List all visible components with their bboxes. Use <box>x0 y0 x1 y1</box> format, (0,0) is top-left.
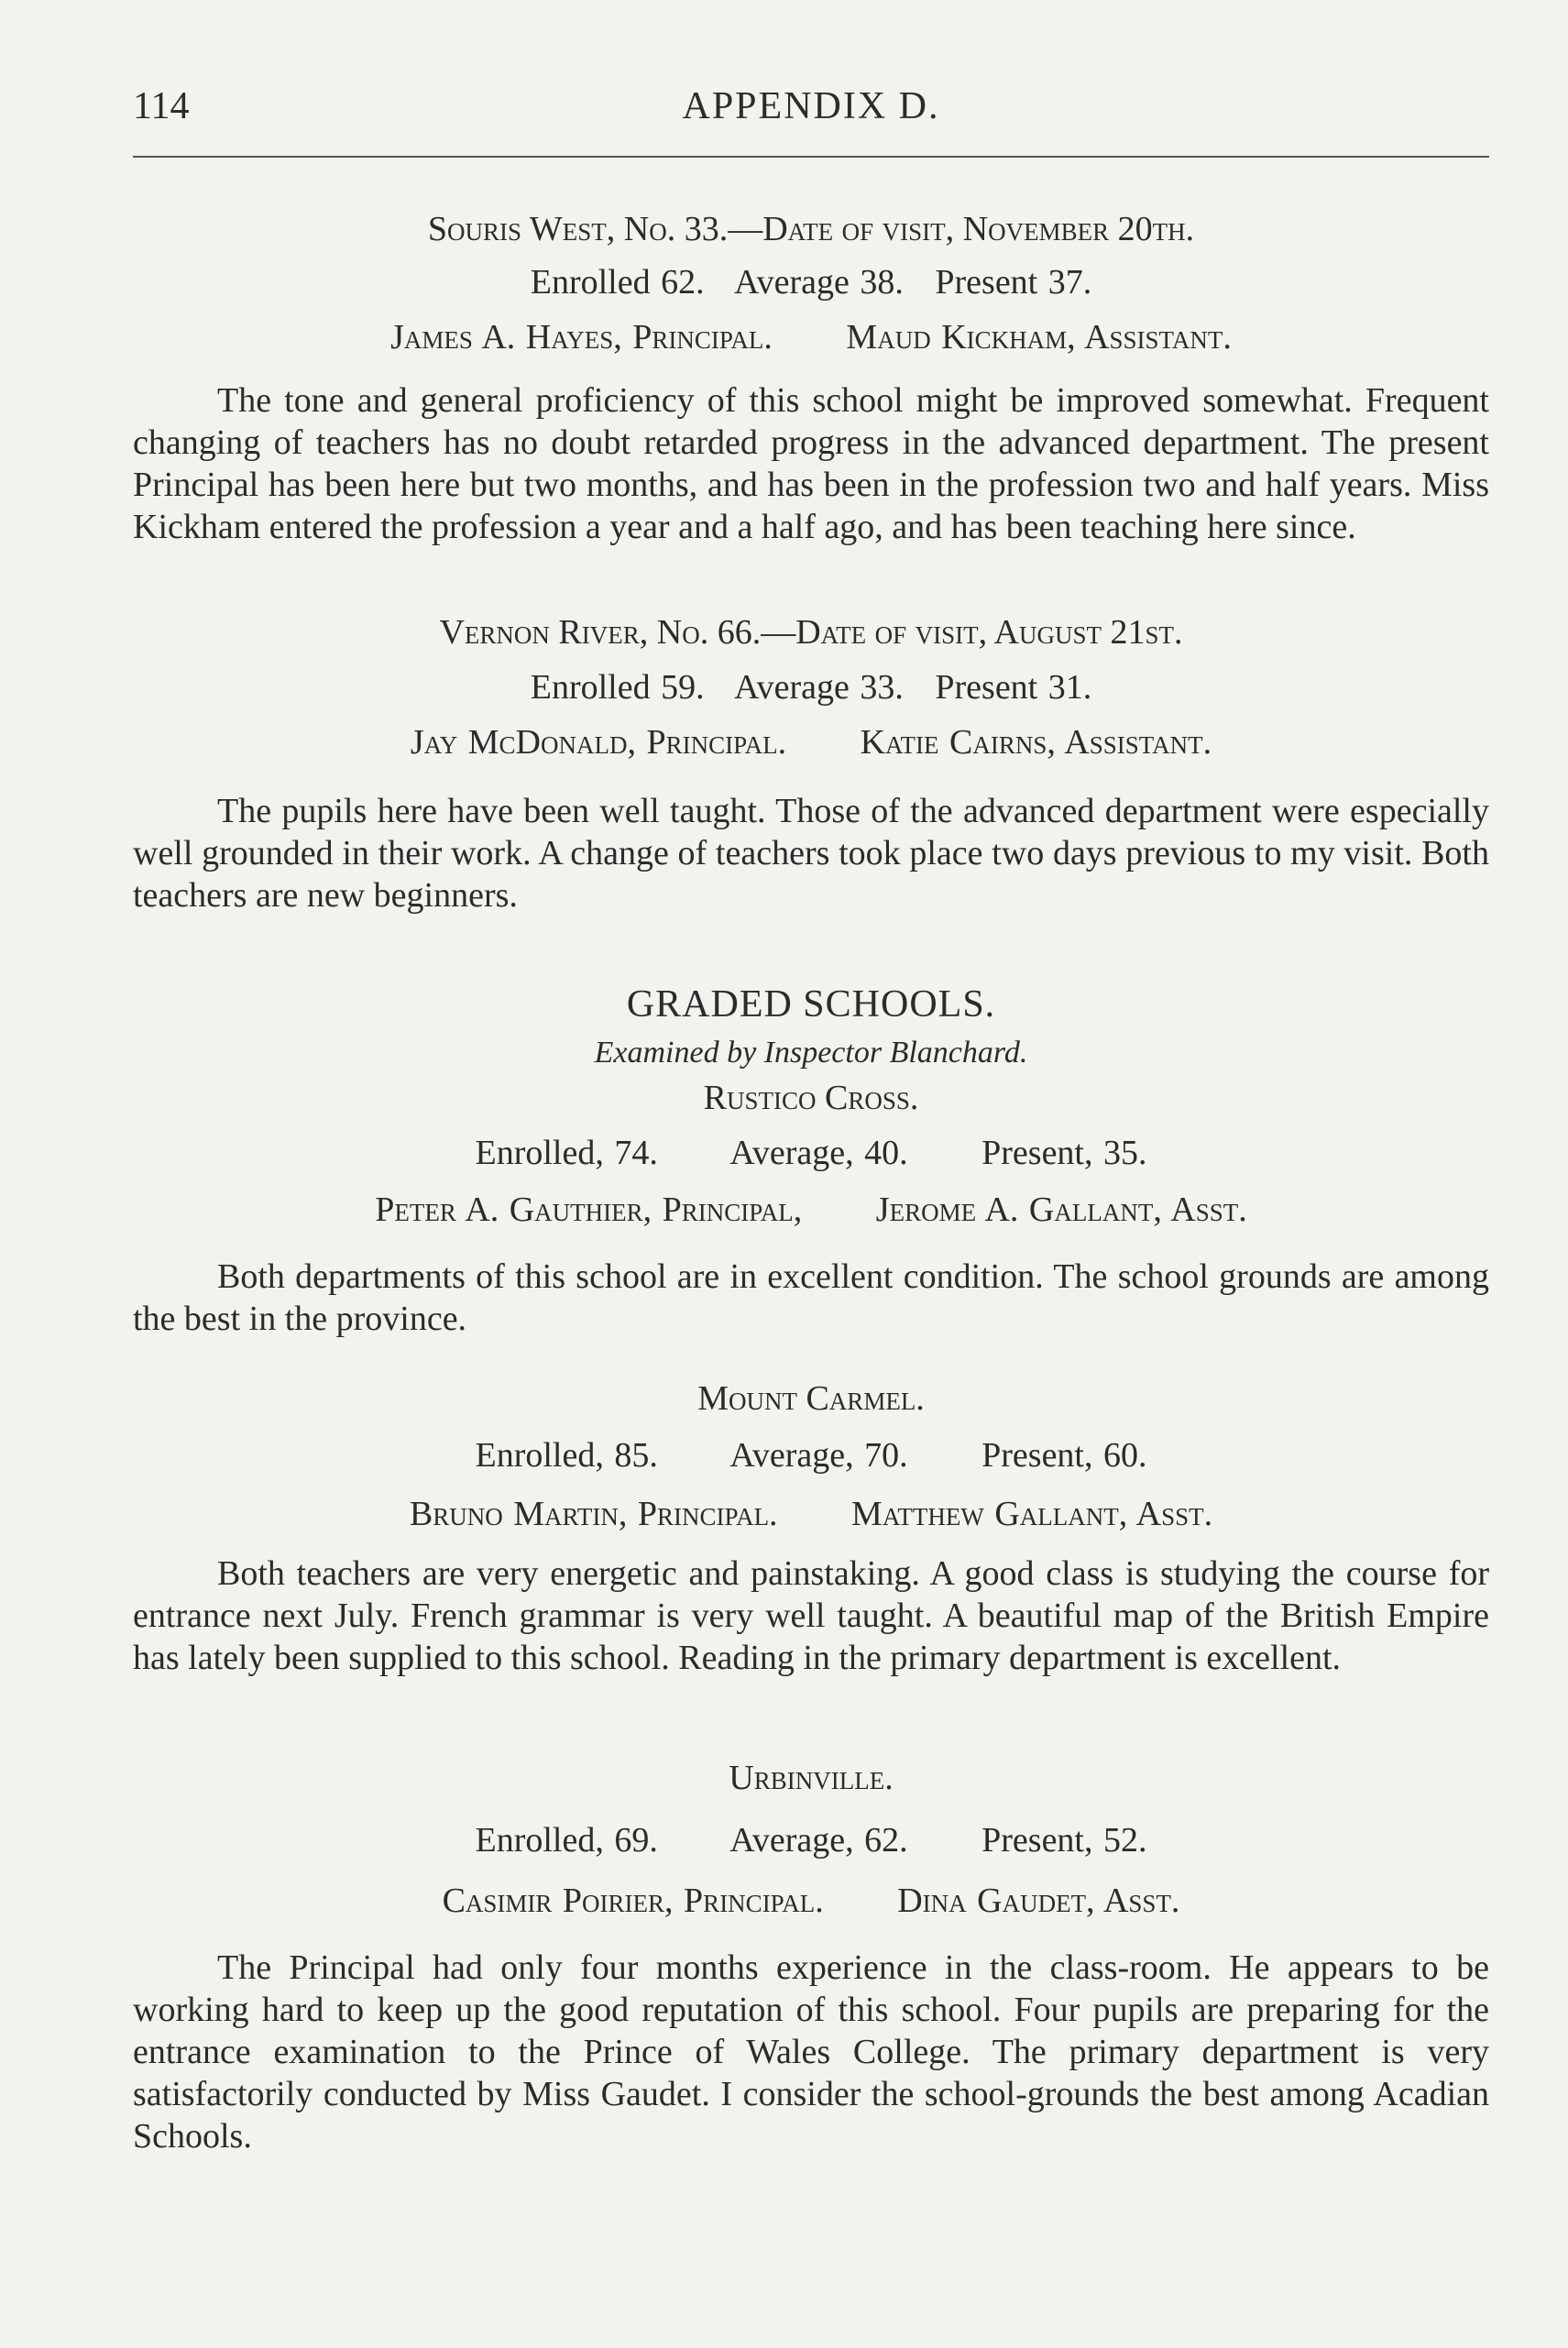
teachers-rustico-cross: Peter A. Gauthier, Principal, Jerome A. Gallant, Asst. <box>375 1190 1247 1229</box>
school-heading-souris-west: Souris West, No. 33.—Date of visit, November 20th. <box>427 210 1195 248</box>
section-title-graded-schools: GRADED SCHOOLS. <box>626 983 996 1026</box>
header-rule <box>133 156 1489 158</box>
school-heading-vernon-river: Vernon River, No. 66.—Date of visit, August 21st. <box>439 613 1183 652</box>
teachers-souris-west: James A. Hayes, Principal. Maud Kickham, Assistant. <box>390 318 1232 357</box>
report-rustico-cross: Both departments of this school are in excellent condition. The school grounds are among the best in the province. <box>133 1257 1489 1338</box>
teachers-urbinville: Casimir Poirier, Principal. Dina Gaudet, Asst. <box>442 1882 1180 1920</box>
report-urbinville: The Principal had only four months experience in the class-room. He appears to be working hard to keep up the good reputation of this school. Four pupils are preparing for the entrance examination to the Prince of Wales College. The primary department is very satisfactorily conducted by Miss Gaudet. I consider the school-grounds the best among Acadian Schools. <box>133 1948 1489 2156</box>
enrolment-urbinville: Enrolled, 69. Average, 62. Present, 52. <box>475 1821 1147 1860</box>
teachers-mount-carmel: Bruno Martin, Principal. Matthew Gallant, Asst. <box>409 1495 1213 1533</box>
running-title: APPENDIX D. <box>682 85 940 127</box>
report-souris-west: The tone and general proficiency of this school might be improved somewhat. Frequent changing of teachers has no doubt retarded progress in the advanced department. The present Principal has been here but two months, and has been in the profession two and half years. Miss Kickham entered the profession a year and a half ago, and has been teaching here since. <box>133 381 1489 546</box>
enrolment-vernon-river: Enrolled 59. Average 33. Present 31. <box>530 668 1092 707</box>
page-number: 114 <box>133 85 190 127</box>
enrolment-rustico-cross: Enrolled, 74. Average, 40. Present, 35. <box>475 1134 1147 1172</box>
report-mount-carmel: Both teachers are very energetic and painstaking. A good class is studying the course for entrance next July. French grammar is very well taught. A beautiful map of the British Empire has lately been supplied to this school. Reading in the primary department is excellent. <box>133 1554 1489 1677</box>
section-subtitle-inspector: Examined by Inspector Blanchard. <box>594 1036 1028 1070</box>
enrolment-souris-west: Enrolled 62. Average 38. Present 37. <box>530 263 1092 302</box>
school-heading-mount-carmel: Mount Carmel. <box>697 1379 925 1418</box>
school-heading-rustico-cross: Rustico Cross. <box>703 1079 919 1117</box>
school-heading-urbinville: Urbinville. <box>729 1759 894 1797</box>
enrolment-mount-carmel: Enrolled, 85. Average, 70. Present, 60. <box>475 1436 1147 1475</box>
report-vernon-river: The pupils here have been well taught. Those of the advanced department were especially well grounded in their work. A change of teachers took place two days previous to my visit. Both teachers are new beginners. <box>133 792 1489 915</box>
page-header <box>133 84 1489 139</box>
teachers-vernon-river: Jay McDonald, Principal. Katie Cairns, Assistant. <box>410 723 1212 762</box>
